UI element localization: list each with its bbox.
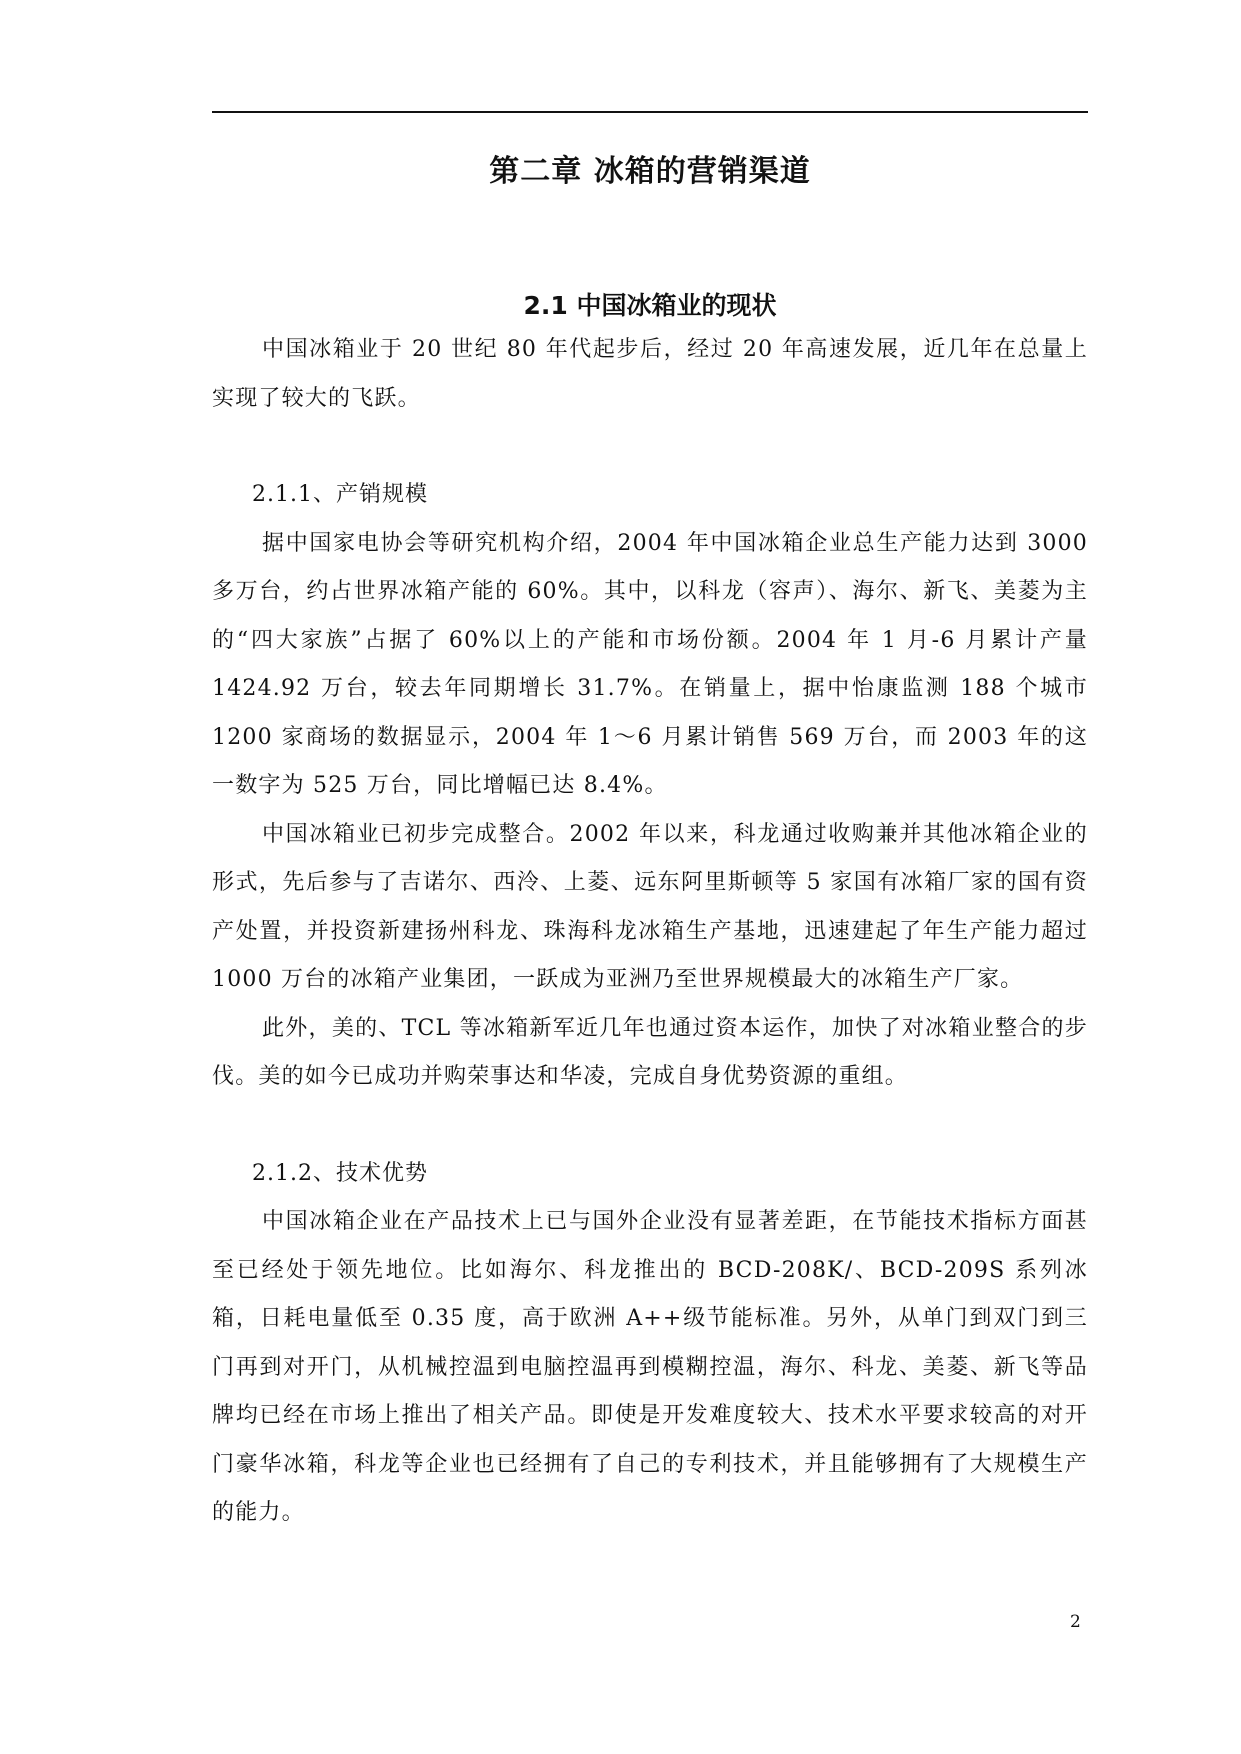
paragraph-industry-integration: 中国冰箱业已初步完成整合。2002 年以来，科龙通过收购兼并其他冰箱企业的形式，先后参与了吉诺尔、西泠、上菱、远东阿里斯顿等 5 家国有冰箱厂家的国有资产处置，并投资新建扬州科龙、珠海科龙冰箱生产基地，迅速建起了年生产能力超过 1000 万台的冰箱产业集团，一跃成为亚洲乃至世界规模最大的冰箱生产厂家。 (212, 821, 1088, 992)
paragraph-production-scale: 据中国家电协会等研究机构介绍，2004 年中国冰箱企业总生产能力达到 3000 多万台，约占世界冰箱产能的 60%。其中，以科龙（容声）、海尔、新飞、美菱为主的“四大家族”占据了 60%以上的产能和市场份额。2004 年 1 月-6 月累计产量 1424.92 万台，较去年同期增长 31.7%。在销量上，据中怡康监测 188 个城市 1200 家商场的数据显示，2004 年 1～6 月累计销售 569 万台，而 2003 年的这一数字为 525 万台，同比增幅已达 8.4%。 (212, 530, 1088, 798)
paragraph-technology-advantage: 中国冰箱企业在产品技术上已与国外企业没有显著差距，在节能技术指标方面甚至已经处于领先地位。比如海尔、科龙推出的 BCD-208K/、BCD-209S 系列冰箱，日耗电量低至 0.35 度，高于欧洲 A++级节能标准。另外，从单门到双门到三门再到对开门，从机械控温到电脑控温再到模糊控温，海尔、科龙、美菱、新飞等品牌均已经在市场上推出了相关产品。即使是开发难度较大、技术水平要求较高的对开门豪华冰箱，科龙等企业也已经拥有了自己的专利技术，并且能够拥有了大规模生产的能力。 (212, 1209, 1088, 1525)
section-title: 2.1 中国冰箱业的现状 (523, 291, 777, 320)
page-number: 2 (1070, 1612, 1081, 1632)
subsection-heading-technology: 2.1.2、技术优势 (252, 1160, 428, 1186)
paragraph-new-entrants: 此外，美的、TCL 等冰箱新军近几年也通过资本运作，加快了对冰箱业整合的步伐。美的如今已成功并购荣事达和华凌，完成自身优势资源的重组。 (212, 1015, 1088, 1089)
header-rule (212, 111, 1088, 113)
page-content (212, 150, 1088, 1538)
spacer (212, 423, 1088, 471)
spacer (212, 1102, 1088, 1150)
subsection-heading-production: 2.1.1、产销规模 (252, 482, 428, 507)
intro-paragraph: 中国冰箱业于 20 世纪 80 年代起步后，经过 20 年高速发展，近几年在总量上实现了较大的飞跃。 (212, 337, 1088, 411)
chapter-title: 第二章 冰箱的营销渠道 (489, 154, 811, 189)
